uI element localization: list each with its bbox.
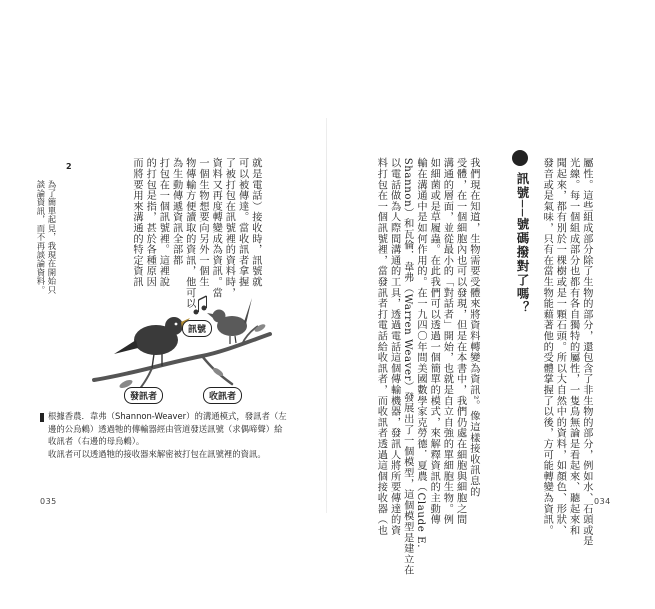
caption-marker-icon: [40, 413, 44, 422]
footnote-col: 談論資訊，而不再談論資料。: [36, 180, 46, 295]
left-body-col: 的打包是指，甚於各種原因: [144, 157, 156, 288]
right-body-col: 我們現在知道，生物需要受體來將資料轉變為資訊²。像這樣接收訊息的: [467, 157, 479, 498]
section-heading: 訊號──號碼撥對了嗎？: [515, 172, 530, 315]
caption-line: 邊的公烏鶇）透過牠的傳輸器經由管道發送訊號（求偶啼聲）給: [48, 423, 283, 434]
bird-illustration: [92, 288, 274, 396]
footnote-text: [36, 174, 68, 295]
right-body-col: 料打包在一個訊號裡，當發訊者打電話給收訊者，而收訊者透過這個接收器（也: [375, 157, 387, 536]
book-gutter: [326, 118, 327, 513]
left-body-col: 物傳輸方便讀取的資訊，他可以: [183, 157, 195, 309]
signal-label: 訊號: [182, 320, 212, 337]
right-body-col: 以電話做為人際間溝通的工具，透過電話這個傳輸機器，發訊人將所要傳達的資: [388, 157, 400, 536]
receiver-label: 收訊者: [203, 387, 242, 404]
right-intro-col: 聞起來，都有別於一棵樹或是一顆石頭。所以大自然中的資料，如顏色、形狀、: [554, 157, 566, 536]
left-body-col: 資料又再度轉變成為資訊。當: [210, 157, 222, 299]
footnote-col: 為了簡單起見，我現在開始只: [47, 180, 57, 295]
left-body-col: 了被打包在訊號裡的資料時，: [223, 157, 235, 299]
right-body-col: 輸在溝通中是如何作用的。在一九四〇年間美國數學家克勞德．夏農（Claude E.: [414, 157, 426, 549]
right-body-col: 如細菌或是草履蟲。在此我們可以透過一個簡單的模式，來解釋資訊的主動傳: [428, 157, 440, 525]
figure-caption: [48, 410, 316, 460]
page-number-left: 035: [40, 497, 57, 506]
sender-label: 發訊者: [124, 387, 163, 404]
caption-line: 根據香農．韋弗（Shannon-Weaver）的溝通模式，發訊者（左: [48, 411, 287, 421]
left-body-col: 一個生物想要向另外一個生: [196, 157, 208, 288]
section-badge-icon: [512, 150, 528, 166]
caption-line: 收訊者可以透過牠的接收器來解密被打包在訊號裡的資訊。: [48, 448, 266, 459]
page-number-right: 034: [594, 497, 611, 506]
right-intro-col: 屬性。這些組成部分除了生物的部分，還包含了非生物的部分，例如水、石頭或是: [580, 157, 592, 547]
right-intro-col: 發音或是氣味，只有在當生物能藉著他的受體掌握了以後，方可能轉變為資訊。: [541, 157, 553, 536]
right-body-col: Shannon）和瓦倫．韋弗（Warren Weaver）發展出了一個模型，這個模型是建立在: [401, 157, 413, 576]
music-note-icon: [194, 296, 207, 315]
left-body-col: 而將要用來溝通的特定資訊: [130, 157, 142, 288]
left-body-text: [130, 150, 275, 309]
right-body-text: [375, 150, 493, 576]
right-body-col: 受體，在一個細胞內也可以發現，但是在本書中，我們仍處在細胞與細胞之間: [454, 157, 466, 525]
left-body-col: 為生動傳遞資訊全部都: [170, 157, 182, 266]
left-body-col: 打包在一個訊號裡。這裡說: [157, 157, 169, 288]
left-body-col: 就是電話）接收時，訊號就: [249, 157, 261, 288]
caption-line: 收訊者（右邊的母烏鶇）。: [48, 436, 145, 446]
footnote-number: 2: [66, 162, 72, 171]
right-body-col: 溝通的層面，並從最小的「對話者」開始，也就是自立自強的單細胞生物。例: [441, 157, 453, 525]
right-intro-col: 光線。每一個組成部分也都有各自獨特的屬性，一隻鳥無論是看起來、聽起來和: [567, 157, 579, 536]
left-body-col: 可以被傳達。當收訊者拿握: [236, 157, 248, 288]
